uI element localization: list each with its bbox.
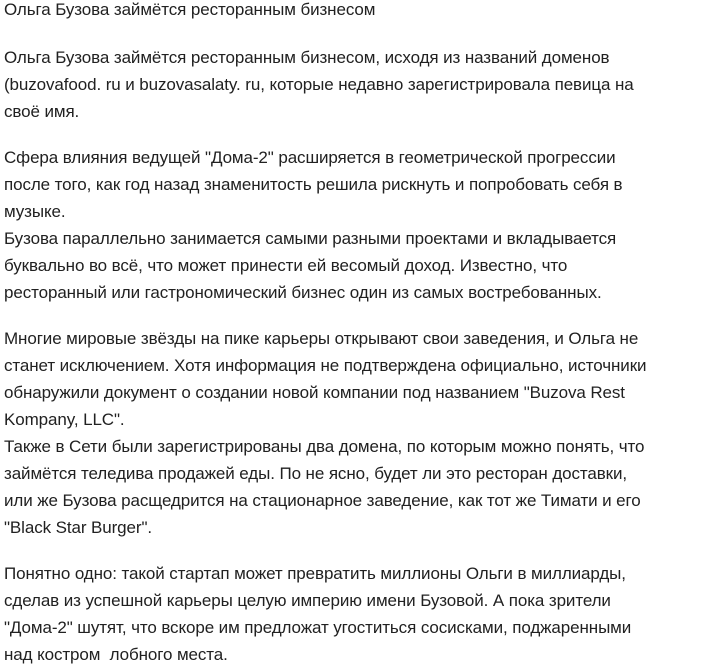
paragraph-group bbox=[4, 44, 705, 125]
article-title: Ольга Бузова займётся ресторанным бизнесом bbox=[4, 0, 376, 19]
text-line: или же Бузова расщедрится на стационарное заведение, как тот же Тимати и его bbox=[4, 491, 641, 510]
paragraph bbox=[4, 433, 705, 541]
text-line: Бузова параллельно занимается самыми разными проектами и вкладывается bbox=[4, 229, 617, 248]
text-line: ресторанный или гастрономический бизнес один из самых востребованных. bbox=[4, 283, 602, 302]
text-line: музыке. bbox=[4, 202, 66, 221]
text-line: Также в Сети были зарегистрированы два домена, по которым можно понять, что bbox=[4, 437, 645, 456]
paragraph-group bbox=[4, 325, 705, 541]
text-line: над костром лобного места. bbox=[4, 645, 228, 664]
paragraph bbox=[4, 225, 705, 306]
text-line: (buzovafood. ru и buzovasalaty. ru, которые недавно зарегистрировала певица на bbox=[4, 75, 634, 94]
paragraph-group bbox=[4, 144, 705, 306]
text-line: "Black Star Burger". bbox=[4, 518, 153, 537]
text-line: "Дома-2" шутят, что вскоре им предложат угоститься сосисками, поджаренными bbox=[4, 618, 632, 637]
text-line: после того, как год назад знаменитость решила рискнуть и попробовать себя в bbox=[4, 175, 623, 194]
text-line: сделав из успешной карьеры целую империю имени Бузовой. А пока зрители bbox=[4, 591, 611, 610]
paragraph bbox=[4, 44, 705, 125]
paragraph bbox=[4, 144, 705, 225]
paragraph-group bbox=[4, 560, 705, 668]
text-line: Ольга Бузова займётся ресторанным бизнесом, исходя из названий доменов bbox=[4, 48, 610, 67]
text-line: своё имя. bbox=[4, 102, 80, 121]
text-line: Сфера влияния ведущей "Дома-2" расширяется в геометрической прогрессии bbox=[4, 148, 616, 167]
text-line: обнаружили документ о создании новой компании под названием "Buzova Rest bbox=[4, 383, 625, 402]
text-line: займётся теледива продажей еды. По не ясно, будет ли это ресторан доставки, bbox=[4, 464, 628, 483]
paragraph bbox=[4, 560, 705, 668]
paragraph bbox=[4, 325, 705, 433]
text-line: Многие мировые звёзды на пике карьеры открывают свои заведения, и Ольга не bbox=[4, 329, 639, 348]
text-line: станет исключением. Хотя информация не подтверждена официально, источники bbox=[4, 356, 647, 375]
text-line: Kompany, LLC". bbox=[4, 410, 125, 429]
text-line: Понятно одно: такой стартап может превратить миллионы Ольги в миллиарды, bbox=[4, 564, 626, 583]
text-line: буквально во всё, что может принести ей весомый доход. Известно, что bbox=[4, 256, 568, 275]
